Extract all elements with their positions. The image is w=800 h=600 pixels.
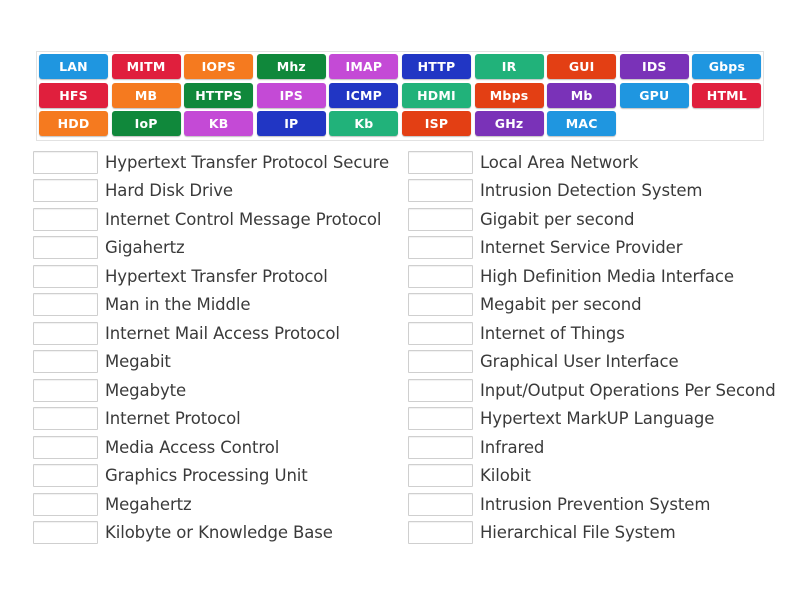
answer-drop-slot[interactable]	[33, 293, 98, 316]
answer-tile[interactable]: IMAP	[329, 54, 398, 79]
definition-text: Hypertext MarkUP Language	[480, 409, 715, 428]
answer-tile[interactable]: IoP	[112, 111, 181, 136]
definition-text: Media Access Control	[105, 437, 280, 457]
answer-tile[interactable]: IR	[475, 54, 544, 79]
match-row	[33, 491, 192, 517]
answer-tile[interactable]: HTTPS	[184, 83, 253, 108]
definition-text: Infrared	[480, 437, 545, 457]
match-row	[408, 406, 714, 432]
match-row	[33, 320, 340, 346]
answer-drop-slot[interactable]	[408, 407, 473, 430]
match-row	[33, 292, 250, 318]
match-row	[408, 263, 734, 289]
answer-drop-slot[interactable]	[408, 265, 473, 288]
match-row	[408, 149, 638, 175]
answer-tile[interactable]: IPS	[257, 83, 326, 108]
answer-drop-slot[interactable]	[33, 379, 98, 402]
match-row	[408, 491, 710, 517]
definition-text: Intrusion Prevention System	[480, 494, 711, 514]
answer-drop-slot[interactable]	[408, 179, 473, 202]
definition-text: Megabyte	[105, 380, 187, 400]
match-row	[408, 349, 679, 375]
definition-text: Internet Service Provider	[480, 238, 683, 257]
answer-tile[interactable]: GHz	[475, 111, 544, 136]
answer-drop-slot[interactable]	[33, 208, 98, 231]
match-row	[33, 206, 381, 232]
answer-tile[interactable]: GPU	[620, 83, 689, 108]
definition-text: Graphics Processing Unit	[105, 466, 308, 485]
answer-drop-slot[interactable]	[408, 322, 473, 345]
answer-tile[interactable]: GUI	[547, 54, 616, 79]
definition-text: Graphical User Interface	[480, 352, 679, 371]
match-row	[33, 406, 241, 432]
answer-tile[interactable]: Kb	[329, 111, 398, 136]
definition-text: Hierarchical File System	[480, 523, 676, 542]
answer-drop-slot[interactable]	[33, 521, 98, 544]
answer-drop-slot[interactable]	[408, 521, 473, 544]
answer-drop-slot[interactable]	[33, 265, 98, 288]
answer-tile[interactable]: MAC	[547, 111, 616, 136]
match-row	[408, 292, 641, 318]
match-row	[33, 263, 328, 289]
answer-tile[interactable]: HFS	[39, 83, 108, 108]
definition-text: Hypertext Transfer Protocol	[105, 266, 328, 286]
match-row	[33, 149, 389, 175]
answer-drop-slot[interactable]	[408, 293, 473, 316]
answer-tile[interactable]: HDD	[39, 111, 108, 136]
answer-tile[interactable]: HTML	[692, 83, 761, 108]
answer-tile[interactable]: IDS	[620, 54, 689, 79]
match-row	[408, 520, 676, 546]
answer-tile[interactable]: Mbps	[475, 83, 544, 108]
match-row	[33, 178, 233, 204]
answer-drop-slot[interactable]	[408, 464, 473, 487]
match-row	[33, 520, 333, 546]
match-row	[33, 463, 308, 489]
answer-tile[interactable]: Mb	[547, 83, 616, 108]
definition-text: Local Area Network	[480, 152, 639, 172]
answer-tile[interactable]: IP	[257, 111, 326, 136]
answer-tile[interactable]: Gbps	[692, 54, 761, 79]
answer-tile[interactable]: Mhz	[257, 54, 326, 79]
answer-drop-slot[interactable]	[33, 464, 98, 487]
answer-drop-slot[interactable]	[33, 151, 98, 174]
answer-tile[interactable]: HTTP	[402, 54, 471, 79]
definition-text: Internet Protocol	[105, 409, 241, 428]
match-row	[33, 349, 171, 375]
answer-tile[interactable]: HDMI	[402, 83, 471, 108]
definition-text: Internet Control Message Protocol	[105, 209, 382, 229]
match-row	[408, 320, 625, 346]
answer-tile[interactable]: ICMP	[329, 83, 398, 108]
definition-text: High Definition Media Interface	[480, 266, 734, 286]
definition-text: Internet Mail Access Protocol	[105, 323, 340, 343]
definition-text: Gigabit per second	[480, 209, 635, 229]
match-row	[408, 434, 544, 460]
match-row	[33, 434, 279, 460]
answer-drop-slot[interactable]	[33, 236, 98, 259]
answer-drop-slot[interactable]	[408, 436, 473, 459]
definition-text: Intrusion Detection System	[480, 181, 703, 200]
match-row	[33, 377, 186, 403]
answer-drop-slot[interactable]	[408, 236, 473, 259]
definition-text: Hard Disk Drive	[105, 181, 233, 200]
definition-text: Gigahertz	[105, 238, 185, 257]
answer-drop-slot[interactable]	[33, 179, 98, 202]
definition-text: Input/Output Operations Per Second	[480, 380, 776, 400]
match-row	[408, 206, 634, 232]
match-row	[408, 377, 776, 403]
match-row	[408, 463, 531, 489]
answer-tile[interactable]: LAN	[39, 54, 108, 79]
definition-text: Hypertext Transfer Protocol Secure	[105, 152, 390, 172]
definition-text: Kilobit	[480, 466, 531, 485]
answer-drop-slot[interactable]	[33, 407, 98, 430]
answer-drop-slot[interactable]	[33, 436, 98, 459]
tile-bank	[36, 51, 764, 141]
match-row	[408, 178, 702, 204]
match-row	[408, 235, 682, 261]
answer-drop-slot[interactable]	[33, 350, 98, 373]
definition-text: Kilobyte or Knowledge Base	[105, 523, 333, 542]
answer-drop-slot[interactable]	[33, 322, 98, 345]
definition-text: Internet of Things	[480, 323, 625, 343]
match-row	[33, 235, 185, 261]
answer-drop-slot[interactable]	[408, 208, 473, 231]
answer-tile[interactable]: MB	[112, 83, 181, 108]
answer-drop-slot[interactable]	[408, 493, 473, 516]
answer-drop-slot[interactable]	[408, 151, 473, 174]
definition-text: Megahertz	[105, 494, 192, 514]
definition-text: Megabit per second	[480, 295, 642, 314]
answer-tile[interactable]: ISP	[402, 111, 471, 136]
answer-drop-slot[interactable]	[408, 350, 473, 373]
answer-tile[interactable]: MITM	[112, 54, 181, 79]
definition-text: Man in the Middle	[105, 295, 251, 314]
definition-text: Megabit	[105, 352, 171, 371]
answer-drop-slot[interactable]	[408, 379, 473, 402]
answer-tile[interactable]: IOPS	[184, 54, 253, 79]
answer-drop-slot[interactable]	[33, 493, 98, 516]
answer-tile[interactable]: KB	[184, 111, 253, 136]
